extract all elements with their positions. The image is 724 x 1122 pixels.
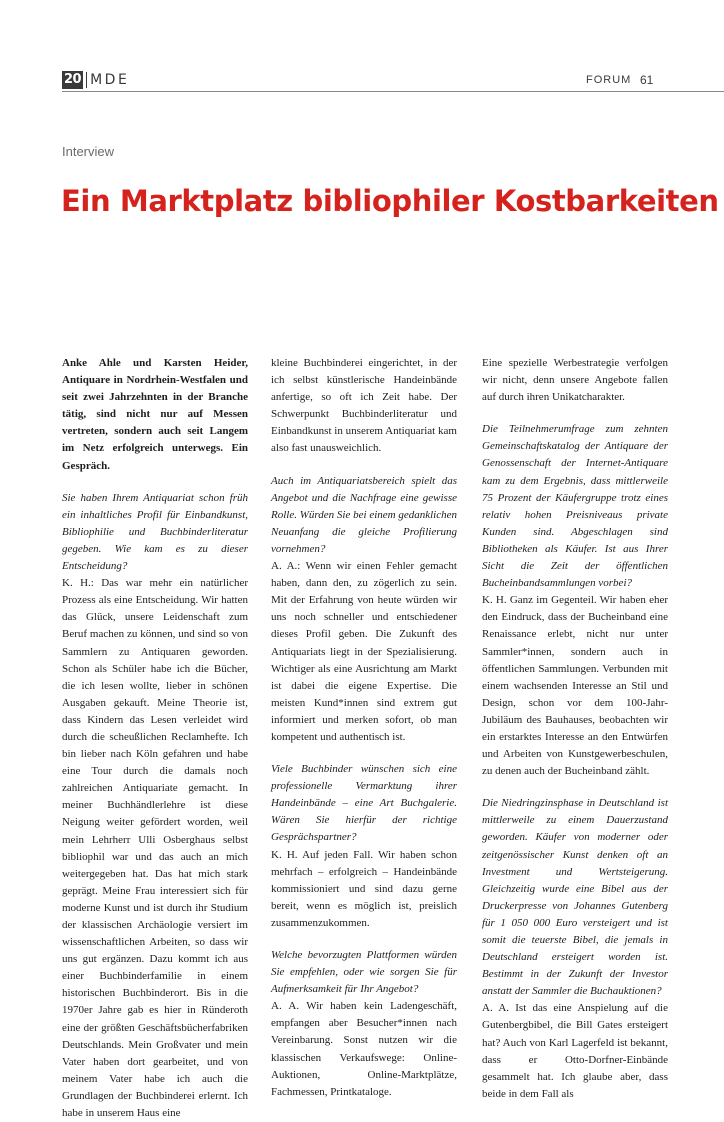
interview-answer: A. A. Wir haben kein Ladengeschäft, empfangen aber Besucher*innen nach Vereinbarung. Sonst nutzen wir die klassischen Verkaufswege: Online-Auktionen, Online-Marktplätze, Fachmessen, Printkataloge. bbox=[271, 1000, 457, 1098]
article-kicker: Interview bbox=[62, 144, 115, 159]
interview-question: Die Niedringzinsphase in Deutschland ist mittlerweile zu einem Dauerzustand geworden. Käufer von moderner oder zeitgenössischer Kunst denken oft an Investment und Wertsteigerung. Gleichzeitig wurde eine Bibel aus der Druckerpresse von Johannes Gutenberg für 1 050 000 Euro versteigert und ist somit die teuerste Bibel, die jemals in Deutschland ersteigert worden ist. Bestimmt in der Zukunft der Investor anstatt der Sammler die Buchauktionen? bbox=[482, 797, 668, 998]
interview-answer: A. A.: Wenn wir einen Fehler gemacht haben, dann den, zu zögerlich zu sein. Mit der Erfahrung von heute würden wir uns noch schneller und entschiedener dieses Profil geben. Die Zukunft des Antiquariats liegt in der Spezialisierung. Wichtiger als eine Ausrichtung am Markt ist dabei die eigene Expertise. Die meisten Kund*innen sind extrem gut informiert und merken sofort, ob man kompetent und authentisch ist. bbox=[271, 560, 457, 743]
intro-paragraph: Anke Ahle und Karsten Heider, Antiquare in Nordrhein-Westfalen und seit zwei Jahrzehnten in der Branche tätig, sind nicht nur auf Messen vertreten, sondern auch seit Langem im Netz erfolgreich unterwegs. Ein Gespräch. bbox=[62, 357, 248, 472]
interview-question: Viele Buchbinder wünschen sich eine professionelle Vermarktung ihrer Handeinbände – eine Art Buchgalerie. Wären Sie hierfür der richtige Gesprächspartner? bbox=[271, 763, 457, 844]
text-column-2 bbox=[271, 355, 457, 1101]
interview-answer: kleine Buchbinderei eingerichtet, in der ich selbst künstlerische Handeinbände anfertige, so oft ich Zeit habe. Der Schwerpunkt Buchbinderliteratur und Einbandkunst in unserem Antiquariat kam also fast unausweichlich. bbox=[271, 357, 457, 455]
page-number: 61 bbox=[640, 73, 654, 87]
interview-answer: K. H. Ganz im Gegenteil. Wir haben eher den Eindruck, dass der Bucheinband eine Renaissance erlebt, nicht nur unter Sammler*innen, sondern auch in öffentlichen Sammlungen. Verbunden mit einem wachsenden Interesse an Stil und Design, schon vor dem 100-Jahr-Jubiläum des Bauhauses, beobachten wir ein erstarktes Interesse an den Entwürfen und Arbeiten von Kunstgewerbeschulen, zu denen auch der Bucheinband zählt. bbox=[482, 594, 668, 778]
text-column-3 bbox=[482, 355, 668, 1103]
interview-answer: A. A. Ist das eine Anspielung auf die Gutenbergbibel, die Bill Gates ersteigert hat? Auch von Karl Lagerfeld ist bekannt, dass er Otto-Dorfner-Einbände gesammelt hat. Ich glaube aber, dass beide in dem Fall als bbox=[482, 1002, 668, 1100]
header-rule bbox=[62, 91, 724, 92]
text-column-1 bbox=[62, 355, 248, 1122]
article-title: Ein Marktplatz bibliophiler Kostbarkeiten bbox=[61, 184, 719, 218]
interview-question: Die Teilnehmerumfrage zum zehnten Gemeinschaftskatalog der Antiquare der Genossenschaft der Internet-Antiquare kam zu dem Ergebnis, dass mittlerweile 75 Prozent der Käufergruppe trotz eines relativ hohen Preisniveaus private Kunden sind. Abgeschlagen sind Bibliotheken als Käufer. Ist aus Ihrer Sicht die Zeit der öffentlichen Bucheinbandsammlungen vorbei? bbox=[482, 423, 668, 590]
interview-question: Auch im Antiquariatsbereich spielt das Angebot und die Nachfrage eine gewisse Rolle. Würden Sie bei einem gedanklichen Neuanfang die gleiche Profilierung vornehmen? bbox=[271, 474, 457, 555]
magazine-logo bbox=[62, 70, 129, 90]
logo-divider bbox=[86, 72, 87, 88]
interview-answer: K. H.: Das war mehr ein natürlicher Prozess als eine Entscheidung. Wir hatten das Glück, unsere Leidenschaft zum Beruf machen zu können, und sind so von Sammlern zu Antiquaren geworden. Schon als Schüler habe ich die Bücher, die ich lesen wollte, lieber in schönen Ausgaben gekauft. Meine Theorie ist, dass Kindern das Lesen verleidet wird durch die scheußlichen Reclamhefte. Ich bin lieber nach Köln gefahren und habe eine Tour durch die damals noch zahlreichen Antiquariate gemacht. In meiner Buchhändlerlehre ist diese Neigung weiter gefördert worden, weil mein Lehrherr Ulli Osberghaus selbst bibliophil war und das auch an mich weitergegeben hat. Das hat mich stark geprägt. Meine Frau interessiert sich für moderne Kunst und ist durch ihr Studium der klassischen Archäologie versiert im wissenschaftlichen Arbeiten, so dass wir uns gut ergänzen. Dazu kommt ich aus einer Buchbinderfamilie in einem historischen Buchbinderort. Bis in die 1970er Jahre gab es hier in Ründeroth eine der größten Geschäftsbücherfabriken Deutschlands. Mein Großvater und mein Vater haben dort gearbeitet, und von meinem Vater habe ich auch die Grundlagen der Buchbinderei erlernt. Ich habe in unserem Haus eine bbox=[62, 577, 248, 1120]
logo-number: 20 bbox=[64, 72, 82, 87]
section-label: FORUM bbox=[586, 74, 632, 86]
interview-answer: K. H. Auf jeden Fall. Wir haben schon mehrfach – erfolgreich – Handeinbände kommissioniert und sind dazu gerne bereit, wenn es möglich ist, preislich zusammenzukommen. bbox=[271, 848, 457, 929]
logo-text: MDE bbox=[90, 72, 130, 88]
interview-question: Sie haben Ihrem Antiquariat schon früh ein inhaltliches Profil für Einbandkunst, Bibliophilie und Buchbinderliteratur gegeben. Wie kam es zu dieser Entscheidung? bbox=[62, 491, 248, 573]
interview-answer: Eine spezielle Werbestrategie verfolgen wir nicht, denn unsere Angebote fallen auf durch ihren Unikatcharakter. bbox=[482, 357, 668, 404]
interview-question: Welche bevorzugten Plattformen würden Sie empfehlen, oder wie sorgen Sie für Aufmerksamkeit für Ihr Angebot? bbox=[271, 949, 457, 996]
